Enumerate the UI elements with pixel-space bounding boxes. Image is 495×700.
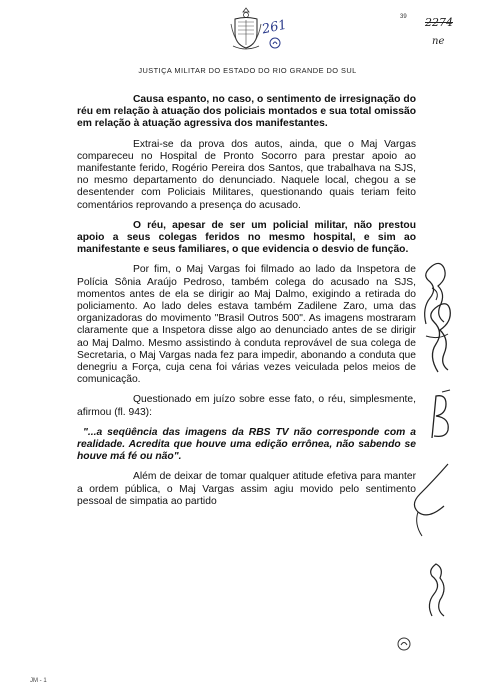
paragraph-3: O réu, apesar de ser um policial militar, não prestou apoio a seus colegas feridos no mesmo hospital, e sim ao manifestante e seus familiares, o que evidencia o desvio de função.	[77, 219, 416, 256]
handwritten-page-number: 2274	[425, 16, 453, 29]
page-stamp-number: 39	[400, 14, 407, 20]
paragraph-4: Por fim, o Maj Vargas foi filmado ao lado da Inspetora de Polícia Sônia Araújo Pedroso, também colega do acusado na SJS, momentos antes de ela se dirigir ao Maj Dalmo, exigindo a retirada do policiamento. Ao lado deles estava também Zadilene Zaro, uma das organizadoras do movimento "Brasil Outros 500". As imagens mostraram claramente que a Inspetora disse algo ao denunciado antes de se dirigir ao Maj Dalmo. Mesmo assistindo à conduta reprovável de sua colega de Secretaria, o Maj Vargas nada fez para impedir, abonando a conduta que denegriu a Força, cuja cena foi várias vezes veiculada pelos meios de comunicação.	[77, 264, 416, 386]
paragraph-5: Questionado em juízo sobre esse fato, o réu, simplesmente, afirmou (fl. 943):	[77, 394, 416, 418]
signature-icon	[420, 560, 450, 620]
document-body	[77, 94, 416, 508]
paragraph-7: Além de deixar de tomar qualquer atitude efetiva para manter a ordem pública, o Maj Vargas assim agiu movido pelo sentimento pessoal de simpatia ao partido	[77, 471, 416, 507]
handwritten-initials: ne	[432, 36, 445, 47]
court-name-header: JUSTIÇA MILITAR DO ESTADO DO RIO GRANDE DO SUL	[138, 66, 357, 75]
quoted-testimony: "...a seqüência das imagens da RBS TV não corresponde com a realidade. Acredita que houve uma edição errônea, não sabendo se houve má fé ou não".	[77, 426, 416, 463]
initials-icon	[396, 636, 412, 652]
footer-form-code: JM - 1	[30, 678, 47, 684]
signature-icon	[418, 296, 458, 376]
coat-of-arms-icon	[229, 6, 263, 52]
paragraph-1: Causa espanto, no caso, o sentimento de irresignação do réu em relação à atuação dos policiais montados e sua total omissão em relação à atuação agressiva dos manifestantes.	[77, 94, 416, 130]
paragraph-2: Extrai-se da prova dos autos, ainda, que o Maj Vargas compareceu no Hospital de Pronto Socorro para prestar apoio ao manifestante ferido, Rogério Pereira dos Santos, que trabalhava na SJS, no mesmo departamento do denunciado. Naquele local, chegou a se desentender com Policiais Militares, questionando quais teriam feito comentários reprovando a presença do acusado.	[77, 138, 416, 211]
initials-icon	[424, 388, 454, 442]
handwritten-folio: 261	[260, 17, 289, 38]
initials-icon	[268, 36, 282, 50]
signature-icon	[404, 460, 454, 540]
